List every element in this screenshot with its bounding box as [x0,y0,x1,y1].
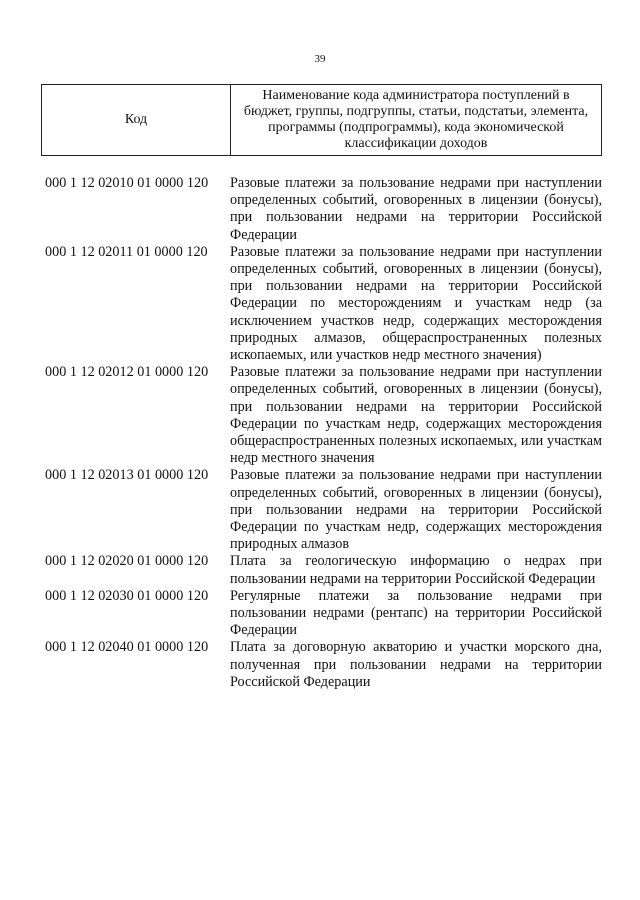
row-code: 000 1 12 02040 01 0000 120 [45,639,209,656]
header-table [41,84,602,156]
classification-list [45,175,602,691]
table-row [45,639,602,691]
table-row [45,175,602,244]
row-description: Разовые платежи за пользование недрами при наступлении определенных событий, оговоренных в лицензии (бонусы), при пользовании недрами на территории Российской Федерации по месторождениям и участкам недр (за исключением участков недр, содержащих месторождения природных алмазов, общераспространенных полезных ископаемых, или участков недр местного значения) [230,243,602,364]
row-code: 000 1 12 02011 01 0000 120 [45,243,208,260]
row-description: Регулярные платежи за пользование недрами при пользовании недрами (рентапс) на территории Российской Федерации [230,587,602,639]
table-row [45,588,602,640]
row-description: Разовые платежи за пользование недрами при наступлении определенных событий, оговоренных в лицензии (бонусы), при пользовании недрами на территории Российской Федерации по участкам недр, содержащих месторождения общераспространенных полезных ископаемых, или участкам недр местного значения [230,364,602,467]
row-description: Разовые платежи за пользование недрами при наступлении определенных событий, оговоренных в лицензии (бонусы), при пользовании недрами на территории Российской Федерации [230,175,602,243]
row-description: Разовые платежи за пользование недрами при наступлении определенных событий, оговоренных в лицензии (бонусы), при пользовании недрами на территории Российской Федерации по участкам недр, содержащих месторождения природных алмазов [230,467,602,553]
table-row [45,364,602,467]
row-code: 000 1 12 02020 01 0000 120 [45,553,209,570]
header-name-cell: Наименование кода администратора поступлений в бюджет, группы, подгруппы, статьи, подстатьи, элемента, программы (подпрограммы), кода экономической классификации доходов [243,88,589,151]
row-code: 000 1 12 02030 01 0000 120 [45,587,209,604]
header-code-cell: Код [42,85,231,155]
row-code: 000 1 12 02013 01 0000 120 [45,467,209,484]
row-code: 000 1 12 02010 01 0000 120 [45,175,209,191]
table-row [45,553,602,587]
row-code: 000 1 12 02012 01 0000 120 [45,364,209,381]
table-row [45,467,602,553]
page-number: 39 [314,53,326,65]
row-description: Плата за договорную акваторию и участки морского дна, полученная при пользовании недрами на территории Российской Федерации [230,639,602,690]
row-description: Плата за геологическую информацию о недрах при пользовании недрами на территории Российской Федерации [230,553,602,587]
table-row [45,244,602,364]
